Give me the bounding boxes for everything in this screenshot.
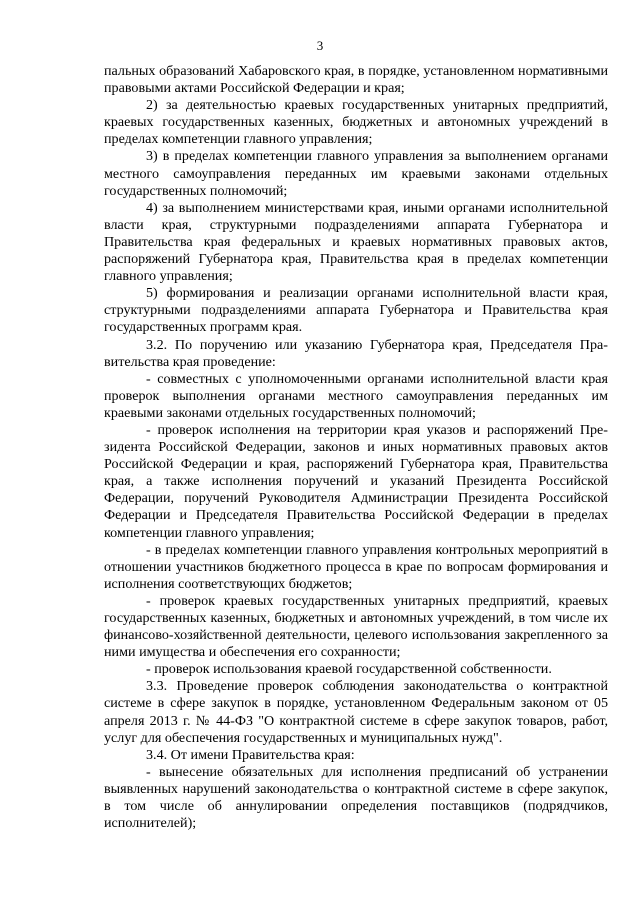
paragraph-item-4: 4) за выполнением министерствами края, иными органами исполнительной власти края, структурными подразделениями аппарата Губернатора и Правительства края федеральных и краевых нормативных правовых актов, распоряжений Губернатора края, Правительства края в пределах компетенции главного управления; (104, 199, 608, 285)
paragraph-section-3-2: 3.2. По поручению или указанию Губернатора края, Председателя Правительства края проведение: (104, 336, 608, 370)
paragraph-bullet-enterprise-inspections: - проверок краевых государственных унитарных предприятий, краевых государственных казенных, бюджетных и автономных учреждений, в том числе их финансово-хозяйственной деятельности, целевого использования закрепленного за ними имущества и обеспечения его сохранности; (104, 592, 608, 661)
paragraph-section-3-4: 3.4. От имени Правительства края: (146, 746, 355, 763)
paragraph-bullet-prescriptions: - вынесение обязательных для исполнения предписаний об устранении выявленных нарушений законодательства о контрактной системе в сфере закупок, в том числе об аннулировании определения поставщиков (подрядчиков, исполнителей); (104, 763, 608, 832)
paragraph-bullet-joint-inspections: - совместных с уполномоченными органами исполнительной власти края проверок выполнения органами местного самоуправления переданных им краевыми законами отдельных государственных полномочий; (104, 370, 608, 421)
paragraph-continuation: пальных образований Хабаровского края, в порядке, установленном нормативными правовыми актами Российской Федерации и края; (104, 63, 608, 97)
paragraph-item-5: 5) формирования и реализации органами исполнительной власти края, структурными подразделениями аппарата Губернатора и Правительства края государственных программ края. (104, 285, 608, 336)
paragraph-bullet-budget-control: - в пределах компетенции главного управления контрольных мероприятий в отношении участников бюджетного процесса в крае по вопросам формирования и исполнения соответствующих бюджетов; (104, 541, 608, 592)
paragraph-item-3: 3) в пределах компетенции главного управления за выполнением органами местного самоуправления переданных им краевыми законами отдельных государственных полномочий; (104, 148, 608, 199)
paragraph-bullet-decree-inspections: - проверок исполнения на территории края указов и распоряжений Президента Российской Федерации, законов и иных нормативных правовых актов Российской Федерации и края, распоряжений Губернатора края, Правительства края, а также исполнения поручений и указаний Президента Российской Федерации, поручений Руководителя Администрации Президента Российской Федерации и Председателя Правительства Российской Федерации в пределах компетенции главного управления; (104, 421, 608, 541)
paragraph-item-2: 2) за деятельностью краевых государственных унитарных предприятий, краевых государственных казенных, бюджетных и автономных учреждений в пределах компетенции главного управления; (104, 97, 608, 148)
document-body (104, 63, 608, 832)
page-number: 3 (316, 38, 324, 53)
paragraph-bullet-property-inspections: - проверок использования краевой государственной собственности. (146, 661, 552, 678)
paragraph-section-3-3: 3.3. Проведение проверок соблюдения законодательства о контрактной системе в сфере закупок в порядке, установленном Федеральным законом от 05 апреля 2013 г. № 44-ФЗ "О контрактной системе в сфере закупок товаров, работ, услуг для обеспечения государственных и муниципальных нужд". (104, 678, 608, 746)
